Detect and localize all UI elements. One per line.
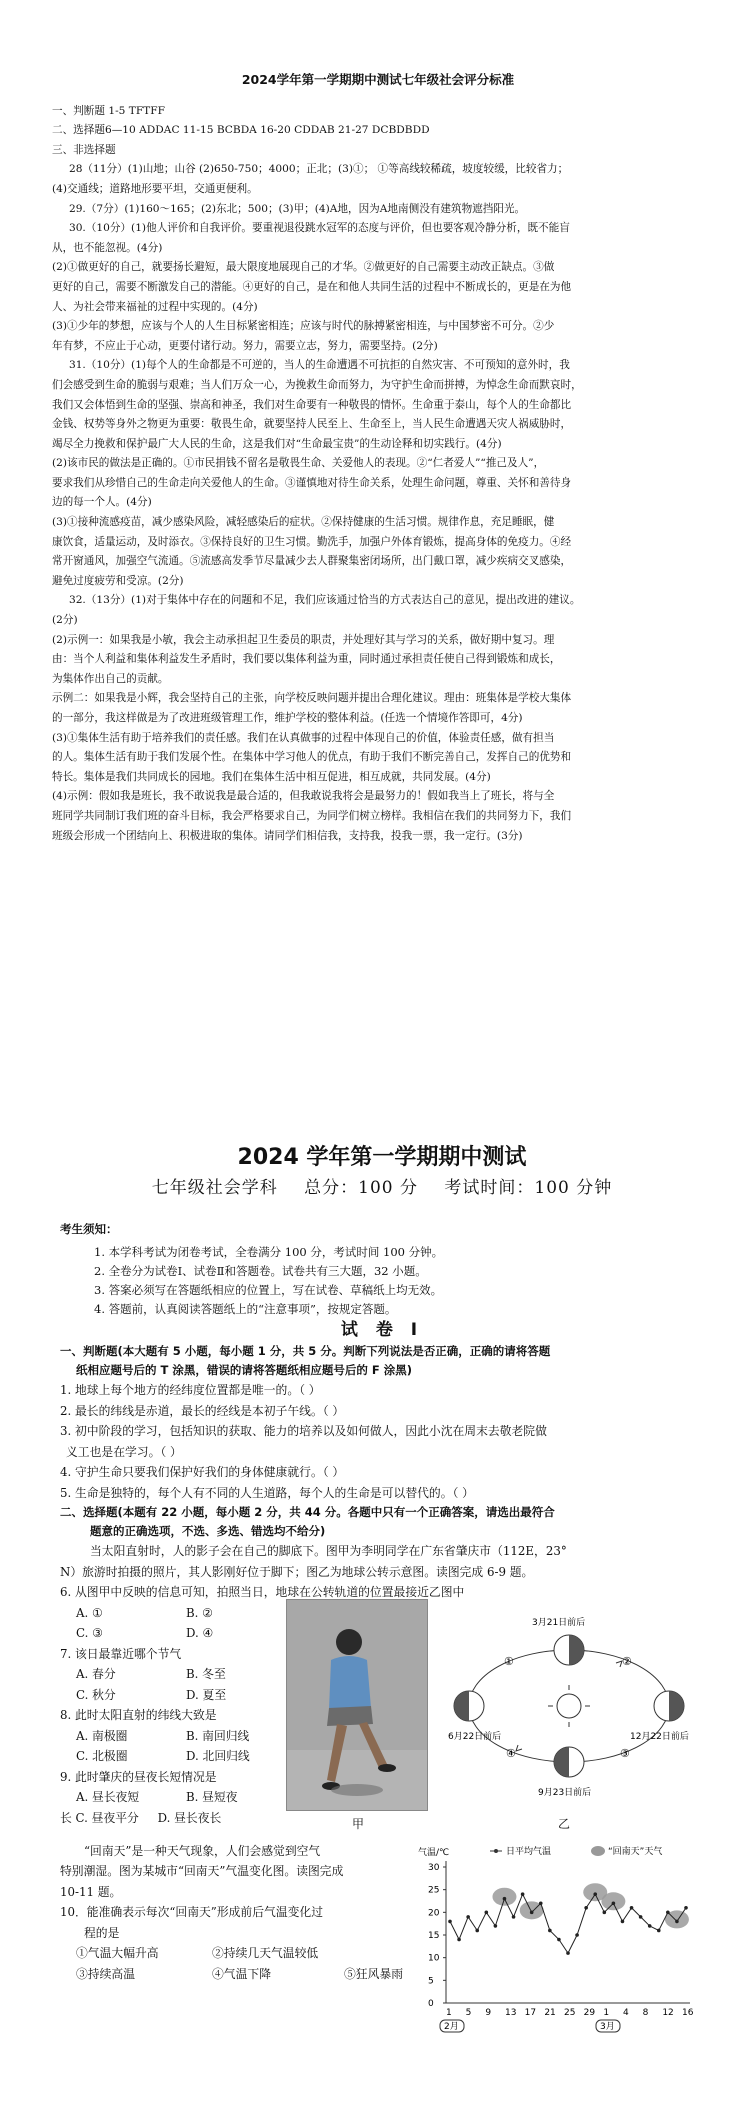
photo-jia (286, 1599, 428, 1811)
temperature-point (603, 1910, 607, 1914)
option: ③持续高温 (76, 1966, 135, 1981)
exam-body (0, 1110, 744, 2053)
y-tick-label: 15 (428, 1930, 440, 1941)
option: B. 昼短夜 (186, 1790, 238, 1804)
answer-key-line: 边的每一个人。(4分) (52, 496, 152, 509)
option: D. 夏至 (186, 1687, 227, 1702)
earth-orbit-svg (444, 1601, 694, 1811)
legend-line-dot (494, 1849, 498, 1853)
answer-key-line: 二、选择题6—10 ADDAC 11-15 BCBDA 16-20 CDDAB 21-27 DCBDBDD (52, 124, 430, 137)
temperature-chart (416, 1843, 694, 2051)
label-dec: 12月22日前后 (630, 1731, 689, 1742)
question-7: 7. 该日最靠近哪个节气 (60, 1646, 182, 1661)
month-label: 3月 (600, 2021, 615, 2032)
answer-key-line: 避免过度疲劳和受凉。(2分) (52, 574, 184, 587)
notice-item: 1. 本学科考试为闭卷考试，全卷满分 100 分，考试时间 100 分钟。 (94, 1245, 444, 1259)
x-tick-label: 29 (583, 2007, 596, 2018)
x-tick-label: 8 (642, 2007, 649, 2018)
answer-key-line: 班同学共同制订我们班的奋斗目标，我会严格要求自己，为同学们树立榜样。我相信在我们的共同努力下，我们 (52, 809, 572, 822)
exam-subject: 七年级社会学科 (151, 1178, 278, 1198)
judge-question: 2. 最长的纬线是赤道，最长的经线是本初子午线。（ ） (60, 1403, 345, 1418)
option: A. ① (76, 1605, 103, 1620)
answer-key-line: 31.（10分）(1)每个人的生命都是不可逆的，当人的生命遭遇不可抗拒的自然灾害、不可预知的意外时，我 (68, 359, 570, 372)
section2-heading: 二、选择题(本题有 22 小题，每小题 2 分，共 44 分。各题中只有一个正确答案，请选出最符合 (60, 1505, 555, 1519)
temperature-series-line (450, 1894, 686, 1953)
temperature-point (657, 1928, 661, 1932)
y-tick-label: 10 (428, 1953, 440, 1964)
page-gap (0, 1020, 744, 1110)
answer-key-line: 示例二：如果我是小辉，我会坚持自己的主张，向学校反映问题并提出合理化建议。理由：班集体是学校大集体 (52, 692, 572, 705)
judge-question: 1. 地球上每个地方的经纬度位置都是唯一的。（ ） (60, 1383, 321, 1397)
temperature-point (466, 1915, 470, 1919)
temperature-point (485, 1910, 489, 1914)
option: ④气温下降 (212, 1966, 271, 1981)
section2-heading-cont: 题意的正确选项，不选、多选、错选均不给分) (90, 1524, 326, 1538)
judge-question: 5. 生命是独特的，每个人有不同的人生道路，每个人的生命是可以替代的。（ ） (60, 1485, 474, 1500)
temperature-point (521, 1892, 525, 1896)
option: B. ② (186, 1605, 213, 1620)
questions-6-9-block (60, 1603, 704, 1841)
walking-person-figure (287, 1600, 427, 1810)
option: ①气温大幅升高 (76, 1946, 159, 1960)
option: C. 北极圈 (76, 1749, 128, 1763)
exam-subtitle (60, 1179, 704, 1198)
legend-huinan-mark (591, 1846, 605, 1856)
question-9: 9. 此时肇庆的昼夜长短情况是 (60, 1769, 217, 1784)
temperature-point (648, 1924, 652, 1928)
judge-question: 3. 初中阶段的学习，包括知识的获取、能力的培养以及如何做人，因此小沈在周末去敬老院做 (60, 1424, 547, 1438)
label-jun: 6月22日前后 (448, 1731, 502, 1742)
x-tick-label: 5 (465, 2007, 472, 2018)
section1-heading-cont: 纸相应题号后的 T 涂黑，错误的请将答题纸相应题号后的 F 涂黑) (76, 1363, 412, 1377)
option: D. ④ (186, 1626, 214, 1640)
answer-key-line: (4)示例：假如我是班长，我不敢说我是最合适的，但我敢说我将会是最努力的！假如我当上了班长，将与全 (52, 790, 555, 803)
paper-title: 试 卷 Ⅰ (340, 1320, 424, 1340)
temperature-point (557, 1937, 561, 1941)
notice-item: 2. 全卷分为试卷Ⅰ、试卷Ⅱ和答题卷。试卷共有三大题，32 小题。 (94, 1264, 427, 1278)
label-sep: 9月23日前后 (538, 1787, 592, 1798)
legend-label: “回南天”天气 (608, 1846, 663, 1857)
answer-key-line: 为集体作出自己的贡献。 (52, 672, 169, 685)
answer-key-lines (52, 102, 704, 847)
label-p2: ② (622, 1654, 632, 1668)
temperature-point (475, 1928, 479, 1932)
notice-heading: 考生须知： (60, 1222, 118, 1236)
answer-key-line: (3)①接种流感疫苗，减少感染风险，减轻感染后的症状。②保持健康的生活习惯。规律作息，充足睡眠，健 (52, 516, 555, 529)
x-tick-label: 1 (603, 2007, 610, 2018)
answer-key-title: 2024学年第一学期期中测试七年级社会评分标准 (241, 72, 515, 87)
temperature-point (675, 1919, 679, 1923)
label-p3: ③ (620, 1746, 630, 1760)
answer-key-page (0, 0, 744, 1020)
exam-total: 总分：100 分 (304, 1178, 418, 1198)
answer-key-line: 要求我们从珍惜自己的生命走向关爱他人的生命。③谨慎地对待生命关系，处理生命问题，尊重、关怀和善待身 (52, 476, 572, 489)
temperature-point (684, 1906, 688, 1910)
temperature-point (575, 1933, 579, 1937)
temperature-point (457, 1937, 461, 1941)
temperature-point (639, 1915, 643, 1919)
temperature-point (494, 1924, 498, 1928)
option: A. 昼长夜短 (76, 1790, 140, 1804)
answer-key-line: 三、非选择题 (52, 143, 116, 156)
temperature-point (666, 1910, 670, 1914)
notice-item: 3. 答案必须写在答题纸相应的位置上，写在试卷、草稿纸上均无效。 (94, 1283, 443, 1297)
temperature-point (512, 1915, 516, 1919)
option: B. 南回归线 (186, 1728, 250, 1743)
x-tick-label: 25 (564, 2007, 576, 2018)
answer-key-line: (4)交通线；道路地形要平坦，交通更便利。 (52, 182, 258, 195)
temperature-chart-svg (416, 1843, 696, 2033)
answer-key-line: 我们又会体悟到生命的坚强、崇高和神圣，我们对生命要有一种敬畏的情怀。生命重于泰山，每个人的生命都比 (52, 398, 572, 411)
y-tick-label: 5 (428, 1975, 434, 1986)
judge-question: 4. 守护生命只要我们保护好我们的身体健康就行。（ ） (60, 1465, 345, 1479)
temperature-point (593, 1892, 597, 1896)
x-tick-label: 12 (662, 2007, 674, 2018)
answer-key-line: (2分) (52, 614, 78, 627)
temperature-point (584, 1906, 588, 1910)
temperature-point (621, 1919, 625, 1923)
temperature-point (448, 1919, 452, 1923)
y-tick-label: 30 (428, 1862, 440, 1873)
answer-key-line: 从，也不能忽视。(4分) (52, 241, 163, 254)
answer-key-line: (3)①少年的梦想，应该与个人的人生目标紧密相连；应该与时代的脉搏紧密相连，与中国梦密不可分。②少 (52, 320, 555, 333)
intro-huinan-cont: 特别潮湿。图为某城市“回南天”气温变化图。读图完成 10-11 题。 (60, 1864, 344, 1899)
chart-ylabel: 气温/℃ (418, 1847, 450, 1858)
orbit-diagram-yi (444, 1601, 689, 1811)
answer-key-line: 29.（7分）(1)160～165；(2)东北；500；(3)甲；(4)A地，因为A地南侧没有建筑物遮挡阳光。 (68, 202, 526, 215)
answer-key-line: 32.（13分）(1)对于集体中存在的问题和不足，我们应该通过恰当的方式表达自己的意见，提出改进的建议。 (68, 594, 581, 607)
caption-yi: 乙 (558, 1816, 571, 1831)
y-tick-label: 0 (428, 1998, 434, 2009)
label-mar: 3月21日前后 (532, 1617, 586, 1628)
month-label: 2月 (444, 2021, 459, 2032)
question-10: 10．能准确表示每次“回南天”形成前后气温变化过 (60, 1905, 324, 1919)
temperature-point (566, 1951, 570, 1955)
y-tick-label: 25 (428, 1885, 440, 1896)
answer-key-line: 常开窗通风，加强空气流通。⑤流感高发季节尽量减少去人群聚集密闭场所，出门戴口罩，减少疾病交叉感染， (52, 555, 572, 568)
intro-text: 当太阳直射时，人的影子会在自己的脚底下。图甲为李明同学在广东省肇庆市（112E，23° (90, 1544, 567, 1558)
temperature-point (612, 1901, 616, 1905)
legend-label: 日平均气温 (506, 1846, 552, 1857)
x-tick-label: 1 (446, 2007, 452, 2018)
x-tick-label: 17 (524, 2007, 537, 2018)
answer-key-line: 班级会形成一个团结向上、积极进取的集体。请同学们相信我，支持我，投我一票，我一定行。(3分) (52, 829, 523, 842)
answer-key-line: 竭尽全力挽救和保护最广大人民的生命，这是我们对“生命最宝贵”的生动诠释和切实践行。(4分) (52, 437, 502, 450)
option: ②持续几天气温较低 (212, 1946, 319, 1960)
answer-key-line: (2)该市民的做法是正确的。①市民捐钱不留名是敬畏生命、关爱他人的表现。②“仁者爱人”“推己及人”， (52, 457, 545, 470)
huinan-marker (492, 1887, 516, 1905)
x-tick-label: 16 (682, 2007, 694, 2018)
option: D. 昼长夜长 (157, 1810, 222, 1825)
intro-huinan: “回南天”是一种天气现象，人们会感觉到空气 (84, 1843, 321, 1858)
exam-title: 2024 学年第一学期期中测试 (237, 1145, 527, 1170)
notice-list (60, 1243, 704, 1319)
answer-key-line: 更好的自己，需要不断激发自己的潜能。④更好的自己，是在和他人共同生活的过程中不断成长的，更是在为他 (52, 280, 572, 293)
answer-key-line: 人、为社会带来福祉的过程中实现的。(4分) (52, 300, 258, 313)
x-tick-label: 4 (623, 2007, 629, 2018)
option: C. 秋分 (76, 1687, 116, 1702)
judge-question-cont: 义工也是在学习。（ ） (66, 1444, 182, 1459)
questions-10-11-block (60, 1841, 704, 2053)
caption-jia: 甲 (352, 1816, 365, 1831)
notice-item: 4. 答题前，认真阅读答题纸上的“注意事项”，按规定答题。 (94, 1302, 397, 1316)
huinan-marker (601, 1892, 625, 1910)
answer-key-line: (2)示例一：如果我是小敏，我会主动承担起卫生委员的职责，并处理好其与学习的关系，做好期中复习。理 (52, 633, 555, 646)
section1-heading: 一、判断题(本大题有 5 小题，每小题 1 分，共 5 分。判断下列说法是否正确，正确的请将答题 (60, 1344, 551, 1358)
option: 长 C. 昼夜平分 (60, 1810, 139, 1825)
answer-key-line: (2)①做更好的自己，就要扬长避短，最大限度地展现自己的才华。②做更好的自己需要主动改正缺点。③做 (52, 261, 555, 274)
answer-key-line: 年有梦，不应止于心动，更要付诸行动。努力，需要立志，努力，需要坚持。(2分) (52, 339, 438, 352)
answer-key-line: 一、判断题 1-5 TFTFF (52, 104, 165, 117)
answer-key-line: 康饮食，适量运动，及时添衣。③保持良好的卫生习惯。勤洗手，加强户外体育锻炼，提高身体的免疫力。④经 (52, 535, 572, 548)
answer-key-line: 金钱、权势等身外之物更为重要：敬畏生命，就要坚持人民至上、生命至上，当人民生命遭遇天灾人祸威胁时， (52, 418, 572, 431)
option: A. 南极圈 (76, 1728, 128, 1743)
question-8: 8. 此时太阳直射的纬线大致是 (60, 1708, 217, 1722)
question-10-cont: 程的是 (84, 1925, 120, 1940)
answer-key-line: 的一部分，我这样做是为了改进班级管理工作，维护学校的整体利益。(任选一个情境作答即可，4分) (52, 712, 523, 724)
answer-key-line: 由：当个人利益和集体利益发生矛盾时，我们要以集体利益为重，同时通过承担责任使自己得到锻炼和成长， (52, 653, 561, 666)
temperature-point (630, 1906, 634, 1910)
exam-page (0, 1110, 744, 2104)
label-p4: ④ (506, 1746, 516, 1760)
answer-key-line: 特长。集体是我们共同成长的园地。我们在集体生活中相互促进，相互成就，共同发展。(4分) (52, 770, 491, 783)
answer-key-line: 28（11分）(1)山地；山谷 (2)650-750；4000；正北；(3)①； ①等高线较稀疏，坡度较缓，比较省力； (68, 163, 569, 176)
option: C. ③ (76, 1626, 103, 1640)
label-p1: ① (504, 1654, 514, 1668)
temperature-point (539, 1901, 543, 1905)
option: A. 春分 (76, 1667, 116, 1681)
y-tick-label: 20 (428, 1907, 440, 1918)
answer-key-body (0, 0, 744, 846)
exam-time: 考试时间：100 分钟 (444, 1178, 613, 1198)
temperature-point (548, 1928, 552, 1932)
option: B. 冬至 (186, 1667, 226, 1681)
x-tick-label: 9 (485, 2007, 492, 2018)
temperature-point (530, 1910, 534, 1914)
option: D. 北回归线 (186, 1749, 250, 1763)
x-tick-label: 21 (544, 2007, 556, 2018)
intro-text: N）旅游时拍摄的照片，其人影刚好位于脚下；图乙为地球公转示意图。读图完成 6-9 题。 (60, 1564, 534, 1579)
answer-key-line: 30.（10分）(1)他人评价和自我评价。要重视退役跳水冠军的态度与评价，但也要客观冷静分析，既不能盲 (68, 222, 570, 235)
temperature-point (503, 1896, 507, 1900)
answer-key-line: (3)①集体生活有助于培养我们的责任感。我们在认真做事的过程中体现自己的价值，体验责任感，做有担当 (52, 731, 555, 744)
option: ⑤狂风暴雨 (344, 1966, 403, 1981)
x-tick-label: 13 (505, 2007, 517, 2018)
question-6: 6. 从图甲中反映的信息可知，拍照当日，地球在公转轨道的位置最接近乙图中 (60, 1585, 465, 1599)
answer-key-line: 们会感受到生命的脆弱与艰难；当人们万众一心，为挽救生命而努力，为守护生命而拼搏，为悼念生命而默哀时， (52, 378, 582, 391)
answer-key-line: 的人。集体生活有助于我们发展个性。在集体中学习他人的优点，有助于我们不断完善自己，发挥自己的优势和 (52, 751, 572, 764)
